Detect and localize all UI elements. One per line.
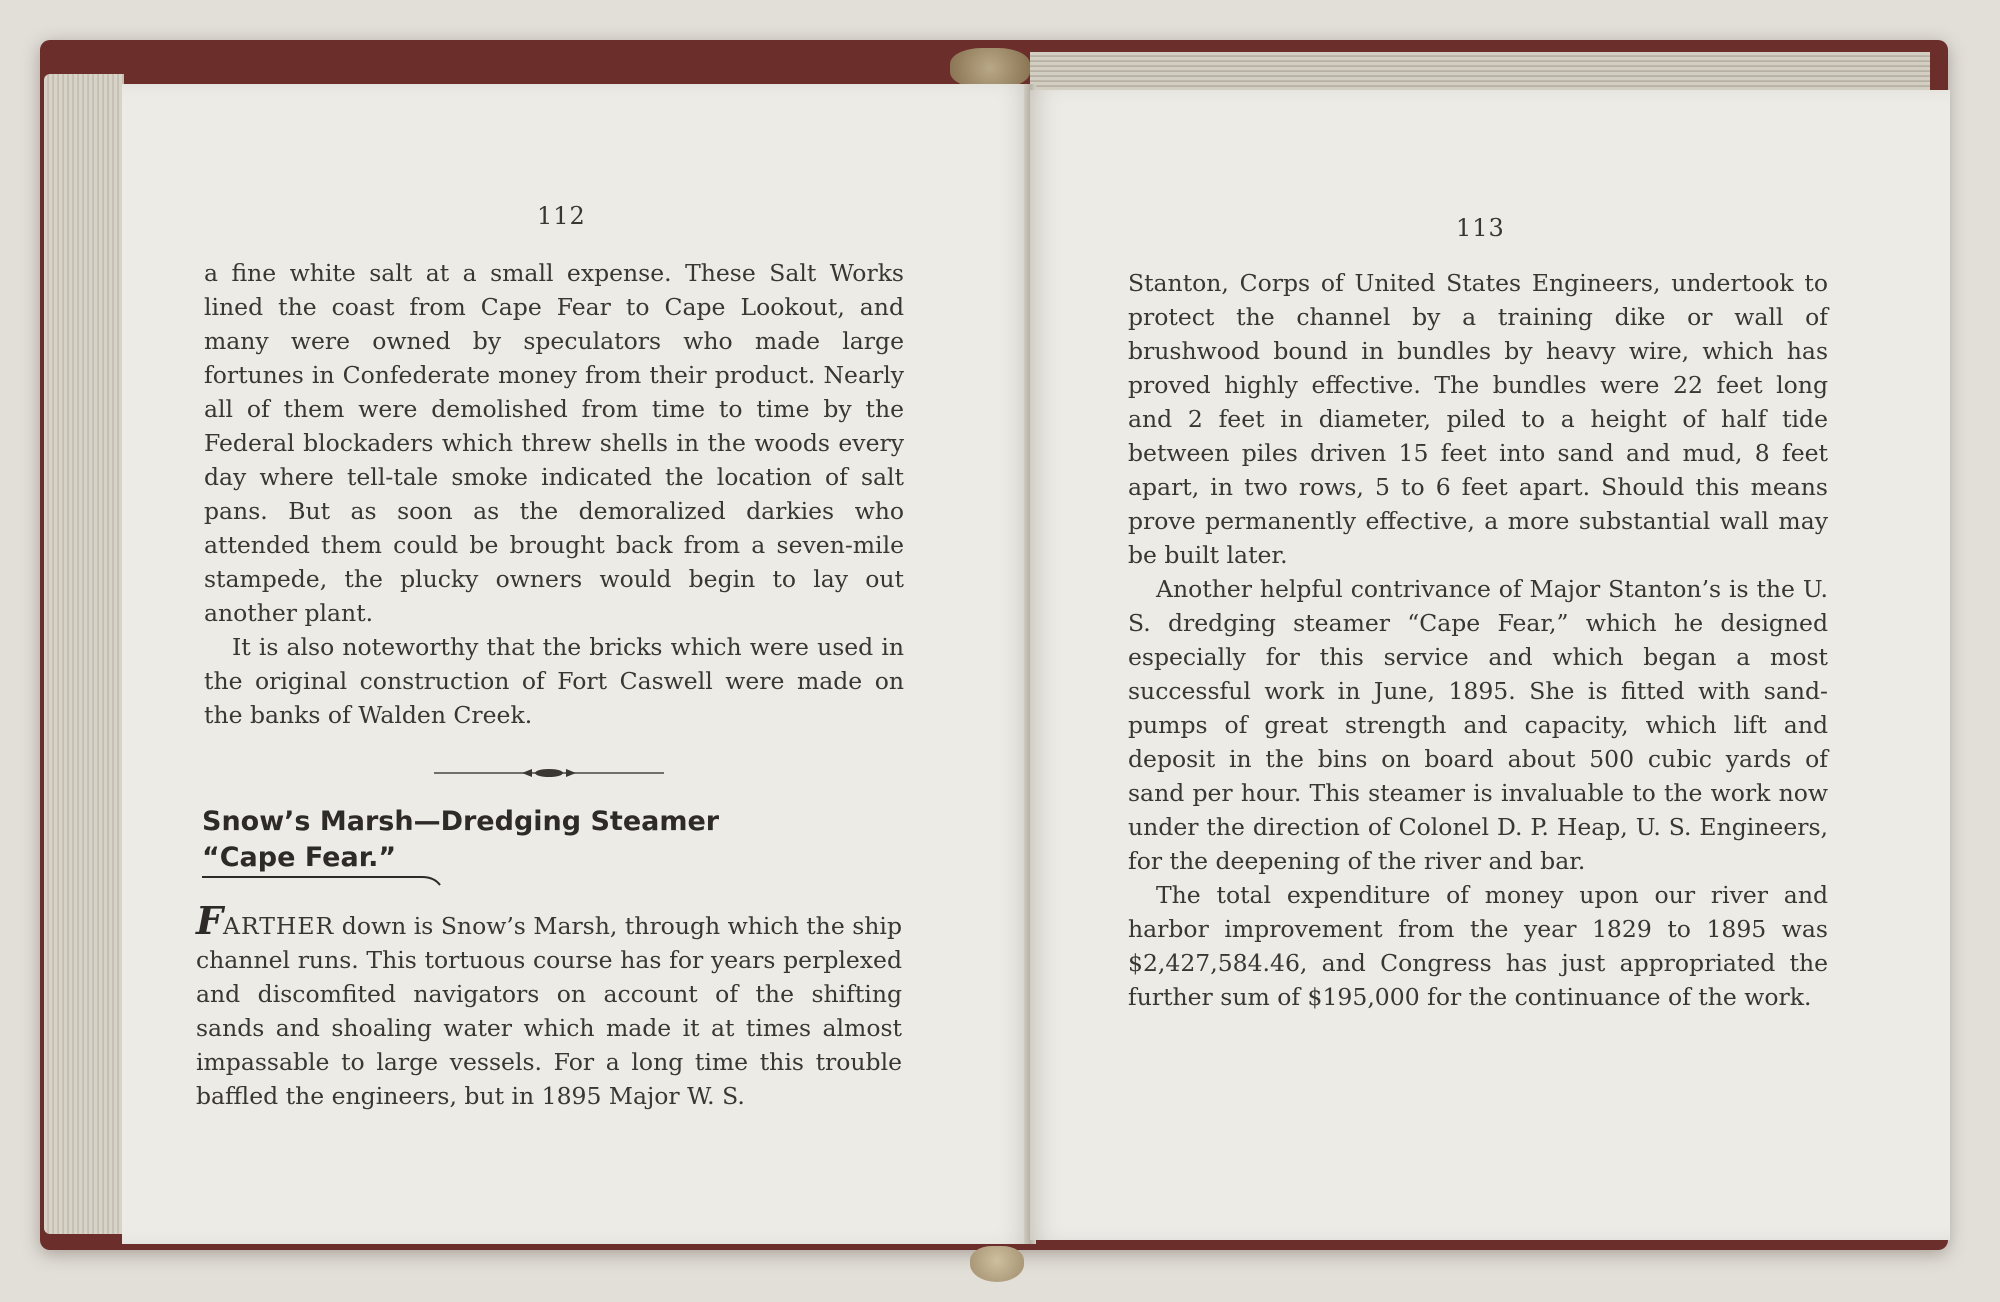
right-page-edges	[1030, 52, 1930, 94]
section-heading	[202, 804, 719, 876]
left-page-body	[204, 256, 904, 732]
paragraph: The total expenditure of money upon our river and harbor improvement from the year 1829 to 1895 was $2,427,584.46, and Congress has just appropriated the further sum of $195,000 for the continuance of the work.	[1128, 881, 1828, 1011]
paragraph: Stanton, Corps of United States Engineers, undertook to protect the channel by a training dike or wall of brushwood bound in bundles by heavy wire, which has proved highly effective. The bundles were 22 feet long and 2 feet in diameter, piled to a height of half tide between piles driven 15 feet into sand and mud, 8 feet apart, in two rows, 5 to 6 feet apart. Should this means prove permanently effective, a more substantial wall may be built later.	[1128, 269, 1828, 569]
right-page-body	[1128, 266, 1828, 1014]
left-page	[122, 84, 1030, 1244]
small-caps-word: ARTHER	[222, 912, 335, 940]
heading-line-1: Snow’s Marsh—Dredging Steamer	[202, 806, 720, 837]
headband	[950, 48, 1030, 88]
page-number-right: 113	[1456, 214, 1505, 242]
right-page	[1030, 90, 1950, 1240]
left-page-edges	[44, 74, 124, 1234]
heading-line-2: “Cape Fear.”	[202, 842, 397, 873]
page-number-left: 112	[537, 202, 586, 230]
paragraph: It is also noteworthy that the bricks which were used in the original construction of Fort Caswell were made on the banks of Walden Creek.	[204, 633, 904, 729]
paragraph: Another helpful contrivance of Major Stanton’s is the U. S. dredging steamer “Cape Fear,” which he designed especially for this service and which began a most successful work in June, 1895. She is fitted with sand-pumps of great strength and capacity, which lift and deposit in the bins on board about 500 cubic yards of sand per hour. This steamer is invaluable to the work now under the direction of Colonel D. P. Heap, U. S. Engineers, for the deepening of the river and bar.	[1128, 575, 1828, 875]
bookmark-ribbon	[970, 1246, 1024, 1282]
ornament-divider	[434, 766, 664, 780]
heading-underline	[202, 872, 442, 886]
section-paragraph	[196, 898, 902, 1113]
drop-cap: F	[196, 898, 223, 943]
paragraph: a fine white salt at a small expense. These Salt Works lined the coast from Cape Fear to Cape Lookout, and many were owned by speculators who made large fortunes in Confederate money from their product. Nearly all of them were demolished from time to time by the Federal blockaders which threw shells in the woods every day where tell-tale smoke indicated the location of salt pans. But as soon as the demoralized darkies who attended them could be brought back from a seven-mile stampede, the plucky owners would begin to lay out another plant.	[204, 259, 904, 627]
section-body	[196, 898, 902, 1113]
section-text: down is Snow’s Marsh, through which the ship channel runs. This tortuous course has for years perplexed and discomfited navigators on account of the shifting sands and shoaling water which made it at times almost impassable to large vessels. For a long time this trouble baffled the engineers, but in 1895 Major W. S.	[196, 912, 902, 1110]
